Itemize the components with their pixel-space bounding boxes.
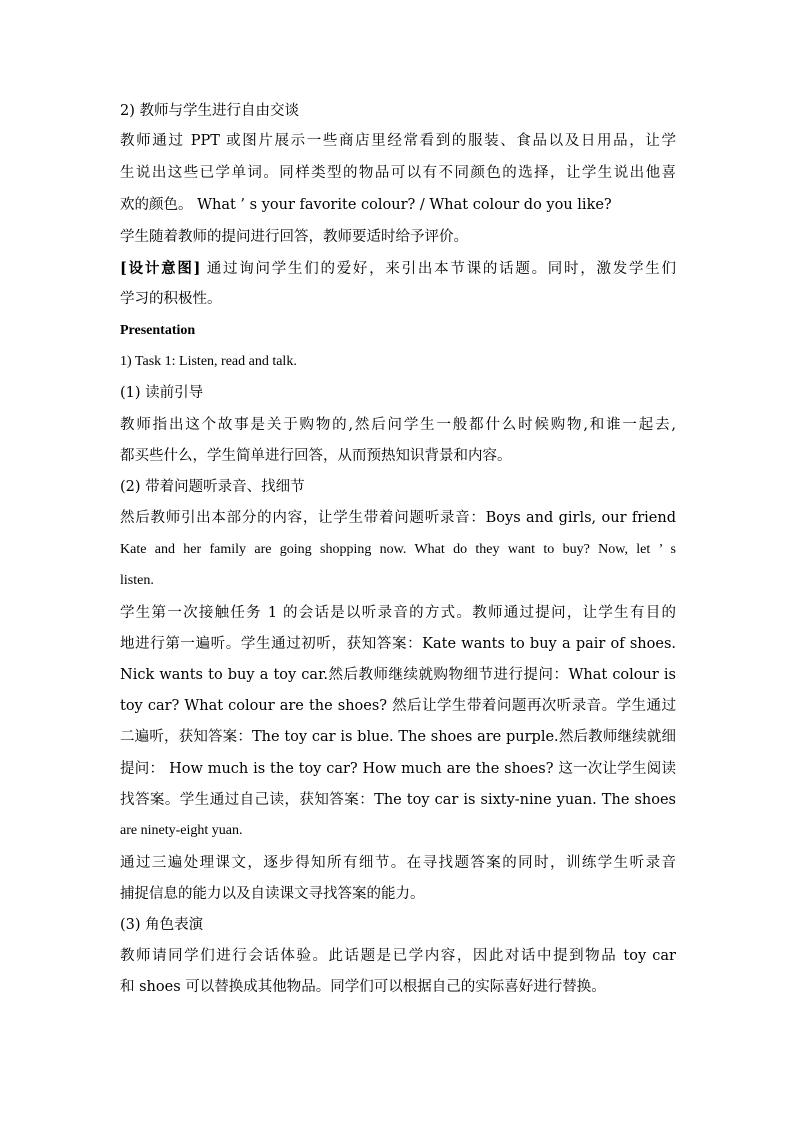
section-title-presentation: Presentation — [120, 323, 196, 338]
paragraph-line: 和 shoes 可以替换成其他物品。同学们可以根据自己的实际喜好进行替换。 — [120, 979, 606, 995]
paragraph-line: 提问： How much is the toy car? How much are the shoes? 这一次让学生阅读 — [120, 761, 676, 777]
paragraph-line: 教师通过 PPT 或图片展示一些商店里经常看到的服装、食品以及日用品，让学 — [120, 133, 676, 149]
paragraph-line: listen. — [120, 573, 154, 588]
subheading-pre-reading: (1) 读前引导 — [120, 385, 204, 401]
paragraph-line: toy car? What colour are the shoes? 然后让学生带着问题再次听录音。学生通过 — [120, 698, 676, 714]
paragraph-line: 生说出这些已学单词。同样类型的物品可以有不同颜色的选择，让学生说出他喜 — [120, 165, 676, 181]
paragraph-line: 二遍听，获知答案：The toy car is blue. The shoes are purple.然后教师继续就细 — [120, 729, 676, 745]
paragraph-line: 捕捉信息的能力以及自读课文寻找答案的能力。 — [120, 886, 425, 902]
task-heading: 1) Task 1: Listen, read and talk. — [120, 354, 297, 369]
paragraph-line: 教师指出这个故事是关于购物的,然后问学生一般都什么时候购物,和谁一起去, — [120, 417, 676, 433]
design-intent-line: [设计意图] 通过询问学生们的爱好，来引出本节课的话题。同时，激发学生们 — [120, 260, 676, 277]
subheading-listening: (2) 带着问题听录音、找细节 — [120, 479, 305, 495]
subheading-role-play: (3) 角色表演 — [120, 917, 204, 933]
paragraph-line: are ninety-eight yuan. — [120, 823, 243, 838]
paragraph-line: 找答案。学生通过自己读，获知答案：The toy car is sixty-nine yuan. The shoes — [120, 792, 676, 808]
paragraph-line: 学生随着教师的提问进行回答，教师要适时给予评价。 — [120, 229, 468, 245]
design-intent-label: [设计意图] — [120, 260, 201, 277]
paragraph-line: 通过三遍处理课文，逐步得知所有细节。在寻找题答案的同时，训练学生听录音 — [120, 855, 676, 871]
paragraph-line: 教师请同学们进行会话体验。此话题是已学内容，因此对话中提到物品 toy car — [120, 948, 676, 964]
paragraph-line: Kate and her family are going shopping now. What do they want to buy? Now, let ’ s — [120, 542, 676, 557]
paragraph-line: 学生第一次接触任务 1 的会话是以听录音的方式。教师通过提问，让学生有目的 — [120, 605, 676, 621]
paragraph-line: 欢的颜色。 What ’ s your favorite colour? / What colour do you like? — [120, 197, 612, 213]
paragraph-line: 地进行第一遍听。学生通过初听，获知答案：Kate wants to buy a pair of shoes. — [120, 636, 676, 652]
paragraph-line: 都买些什么，学生简单进行回答，从而预热知识背景和内容。 — [120, 448, 512, 464]
heading-free-talk: 2) 教师与学生进行自由交谈 — [120, 103, 299, 119]
paragraph-line: 学习的积极性。 — [120, 291, 222, 307]
paragraph-line: Nick wants to buy a toy car.然后教师继续就购物细节进行提问：What colour is — [120, 667, 676, 683]
paragraph-line: 然后教师引出本部分的内容，让学生带着问题听录音：Boys and girls, our friend — [120, 510, 676, 526]
